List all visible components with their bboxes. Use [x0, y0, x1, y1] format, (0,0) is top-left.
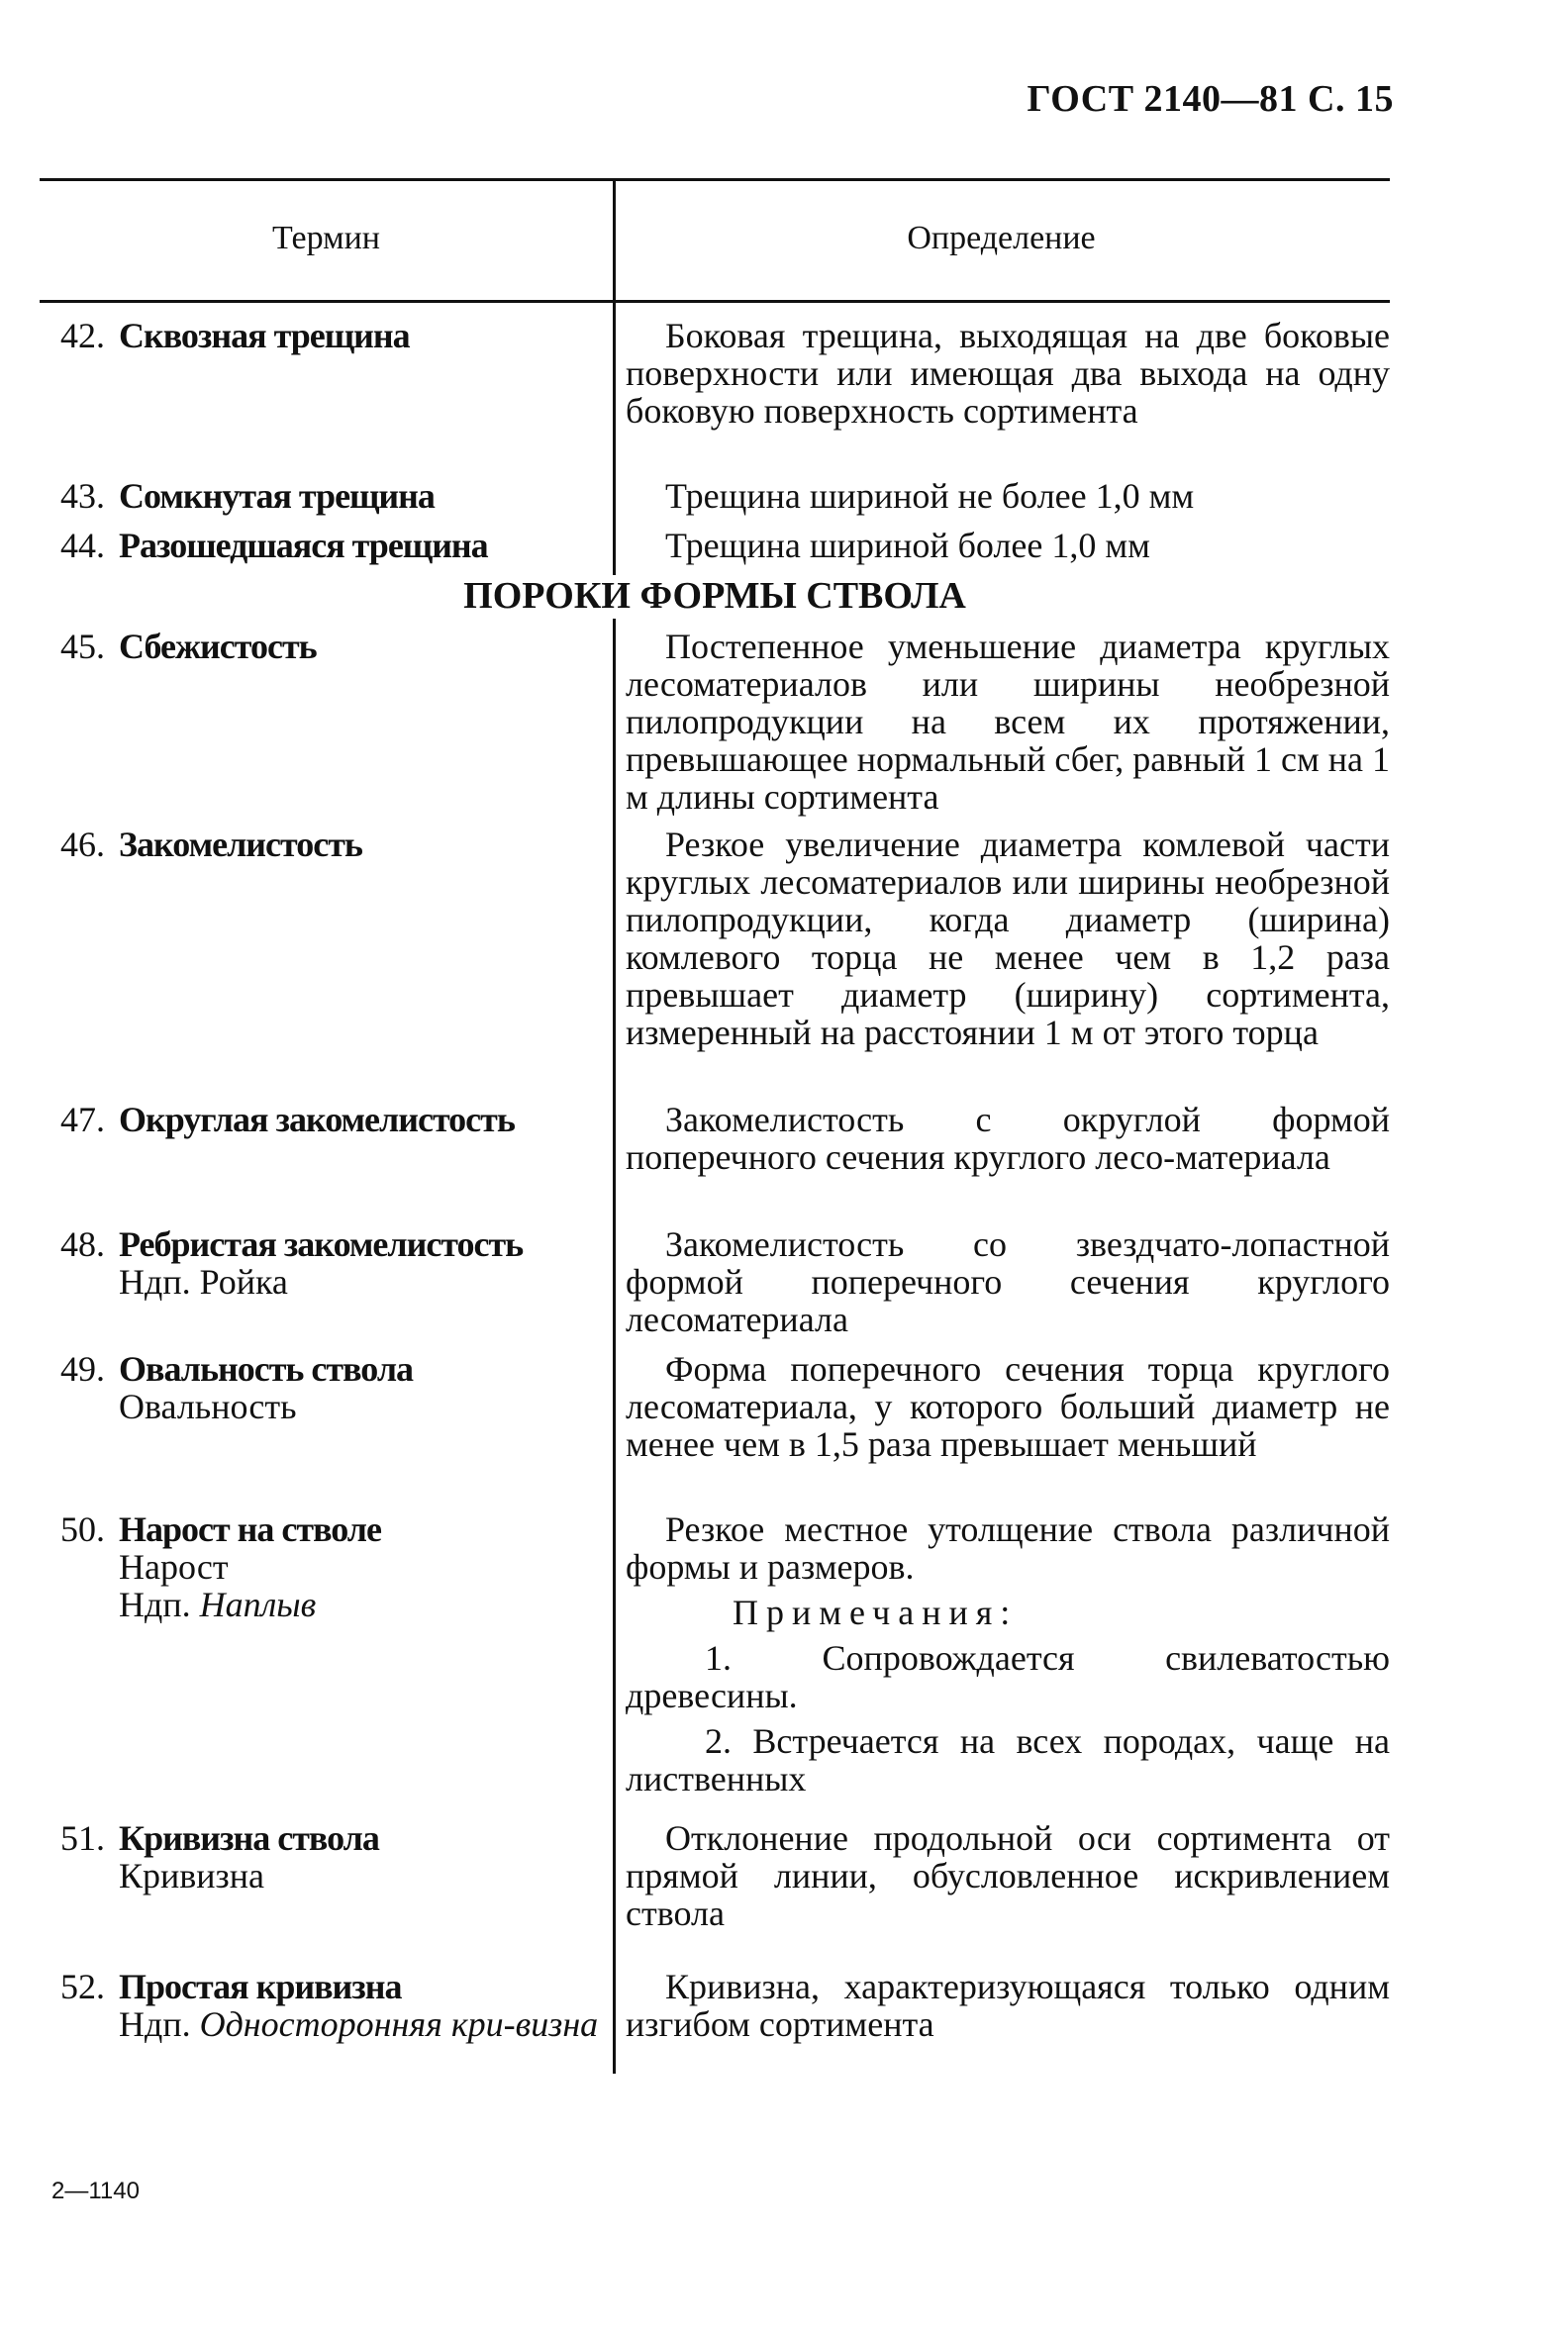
definition-text: Трещина шириной не более 1,0 мм: [665, 476, 1195, 516]
term-synonym: Кривизна: [119, 1856, 265, 1895]
footer-print-code: 2—1140: [51, 2178, 140, 2204]
entry-number: 45.: [60, 627, 105, 666]
notes-title: Примечания:: [733, 1593, 1019, 1632]
term-cell: [40, 1101, 609, 1138]
term-name: Закомелистость: [119, 825, 362, 864]
term-cell: [40, 317, 609, 354]
term-cell: [40, 527, 609, 564]
term-name: Сбежистость: [119, 627, 317, 666]
term-cell: [40, 628, 609, 665]
entry-number: 42.: [60, 316, 105, 355]
definition-text: Форма поперечного сечения торца круглого лесоматериала, у которого больший диаметр не менее чем в 1,5 раза превышает меньший: [626, 1349, 1390, 1464]
term-cell: [40, 826, 609, 863]
entry-number: 50.: [60, 1509, 105, 1549]
note-item: 2. Встречается на всех породах, чаще на лиственных: [626, 1721, 1390, 1798]
table-header-rule: [40, 300, 1390, 303]
deprecated-prefix: Ндп.: [119, 1585, 191, 1624]
definition-text: Отклонение продольной оси сортимента от прямой линии, обусловленное искривлением ствола: [626, 1818, 1390, 1933]
deprecated-term: Односторонняя кри-визна: [199, 2004, 599, 2044]
term-name: Сквозная трещина: [119, 316, 410, 355]
column-divider: [613, 619, 616, 2074]
definition-cell: [626, 1968, 1390, 2043]
definition-text: Закомелистость с округлой формой поперечного сечения круглого лесо-материала: [626, 1100, 1390, 1177]
entry-number: 49.: [60, 1349, 105, 1389]
entry-number: 46.: [60, 825, 105, 864]
definition-cell: [626, 826, 1390, 1051]
term-cell: [40, 477, 609, 515]
definition-text: Боковая трещина, выходящая на две боковые поверхности или имеющая два выхода на одну боковую поверхность сортимента: [626, 316, 1390, 431]
term-cell: [40, 1510, 609, 1623]
definition-cell: [626, 317, 1390, 430]
definition-text: Постепенное уменьшение диаметра круглых лесоматериалов или ширины необрезной пилопродукции на всем их протяжении, превышающее нормальный сбег, равный 1 см на 1 м длины сортимента: [626, 627, 1390, 817]
term-synonym: Ндп. Ройка: [119, 1262, 288, 1302]
note-item: 1. Сопровождается свилеватостью древесины.: [626, 1638, 1390, 1715]
term-name: Простая кривизна: [119, 1967, 402, 2006]
entry-number: 47.: [60, 1100, 105, 1139]
deprecated-term: Наплыв: [199, 1585, 317, 1624]
term-cell: [40, 1819, 609, 1895]
entry-number: 48.: [60, 1224, 105, 1264]
entry-number: 51.: [60, 1818, 105, 1858]
term-name: Сомкнутая трещина: [119, 476, 435, 516]
definition-cell: [626, 527, 1390, 564]
definition-text: Закомелистость со звездчато-лопастной формой поперечного сечения круглого лесоматериала: [626, 1224, 1390, 1339]
definition-cell: [626, 1101, 1390, 1176]
column-header-definition: Определение: [907, 220, 1096, 256]
term-deprecated: [40, 1586, 609, 1623]
term-name: Округлая закомелистость: [119, 1100, 515, 1139]
column-header-term: Термин: [272, 220, 380, 256]
definition-cell: [626, 1225, 1390, 1338]
definition-cell: [626, 628, 1390, 816]
term-cell: [40, 1968, 609, 2043]
definition-text: Кривизна, характеризующаяся только одним изгибом сортимента: [626, 1967, 1390, 2044]
definition-text: Трещина шириной более 1,0 мм: [665, 526, 1150, 565]
definition-cell: [626, 477, 1390, 515]
term-name: Овальность ствола: [119, 1349, 414, 1389]
entry-number: 43.: [60, 476, 105, 516]
definition-text: Резкое местное утолщение ствола различной формы и размеров.: [626, 1509, 1390, 1587]
term-name: Ребристая закомелистость: [119, 1224, 524, 1264]
definition-cell: [626, 1510, 1390, 1798]
section-title: [40, 572, 1390, 620]
entry-number: 52.: [60, 1967, 105, 2006]
term-cell: [40, 1350, 609, 1425]
term-name: Нарост на стволе: [119, 1509, 381, 1549]
table-top-rule: [40, 178, 1390, 181]
section-title-text: ПОРОКИ ФОРМЫ СТВОЛА: [457, 575, 972, 617]
definition-cell: [626, 1819, 1390, 1932]
definition-cell: [626, 1350, 1390, 1463]
term-name: Разошедшаяся трещина: [119, 526, 488, 565]
entry-number: 44.: [60, 526, 105, 565]
term-synonym: Нарост: [119, 1547, 229, 1587]
page-header: ГОСТ 2140—81 С. 15: [1027, 78, 1394, 120]
definition-text: Резкое увеличение диаметра комлевой части круглых лесоматериалов или ширины необрезной пилопродукции, когда диаметр (ширина) комлевого торца не менее чем в 1,2 раза превышает диаметр (ширину) сортимента, измеренный на расстоянии 1 м от этого торца: [626, 825, 1390, 1052]
term-deprecated: [40, 2005, 609, 2043]
term-cell: [40, 1225, 609, 1301]
term-synonym: Овальность: [119, 1387, 297, 1426]
term-name: Кривизна ствола: [119, 1818, 379, 1858]
deprecated-prefix: Ндп.: [119, 2004, 191, 2044]
